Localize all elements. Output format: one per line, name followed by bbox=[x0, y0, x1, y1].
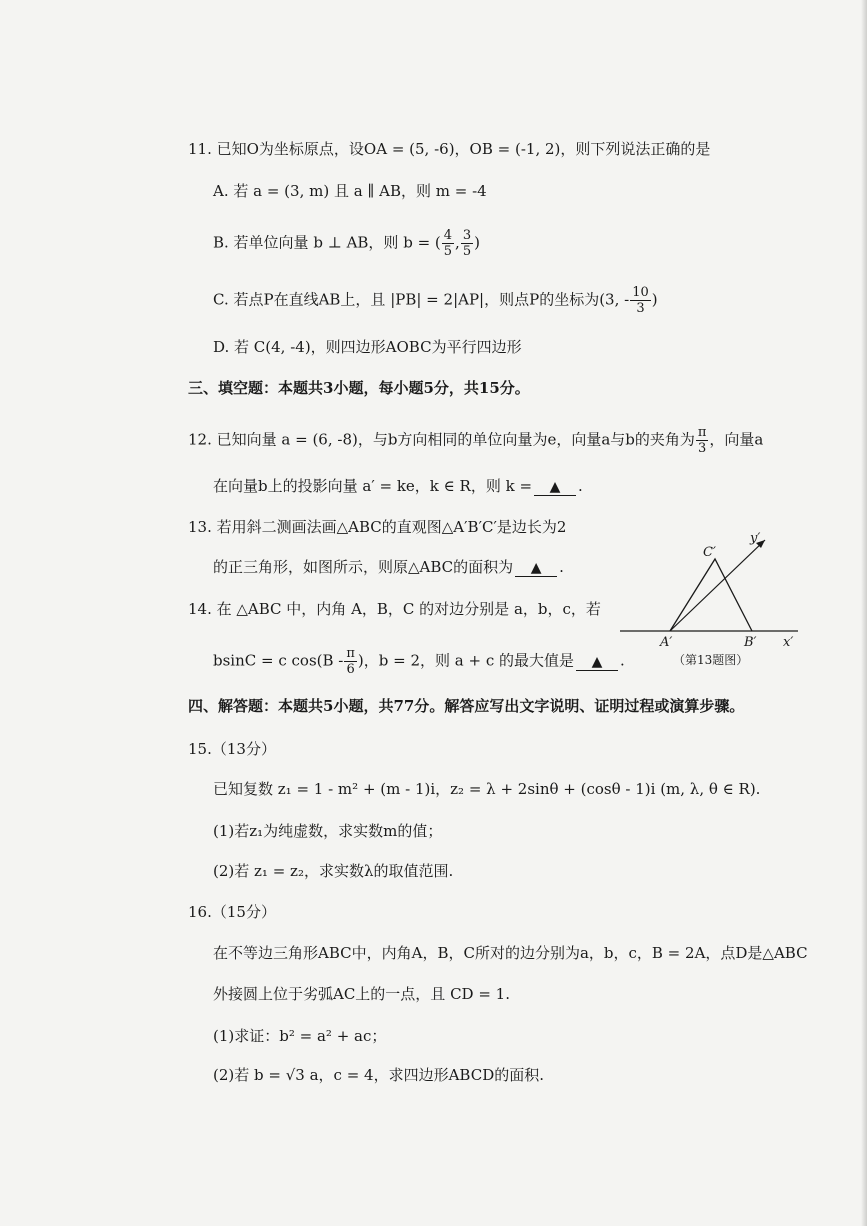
q11-option-b: B. 若单位向量 b ⊥ AB，则 b = ( $\frac{4}{5}$ , $\frac{3}{5}$ ) bbox=[213, 228, 480, 259]
q11-option-c-close: ) bbox=[651, 290, 658, 309]
q12-line2 bbox=[213, 475, 583, 497]
q16-header: 16.（15分） bbox=[188, 903, 276, 921]
q16-part2: (2)若 b = √3 a，c = 4，求四边形ABCD的面积. bbox=[213, 1066, 544, 1084]
q15-header: 15.（13分） bbox=[188, 740, 276, 758]
q15-part2: (2)若 z₁ = z₂，求实数λ的取值范围. bbox=[213, 862, 454, 880]
frac-den: 5 bbox=[443, 244, 453, 259]
q11-option-b-text: B. 若单位向量 b ⊥ AB，则 b = ( bbox=[213, 233, 441, 252]
q16-body1: 在不等边三角形ABC中，内角A，B，C所对的边分别为a，b，c，B = 2A，点D是△ABC bbox=[213, 944, 808, 962]
q11-b-frac2 bbox=[461, 228, 473, 259]
q11-option-c-text: C. 若点P在直线AB上，且 |PB| = 2|AP|，则点P的坐标为(3, - bbox=[213, 290, 630, 309]
q12-text2: 在向量b上的投影向量 a′ = ke，k ∈ R，则 k = bbox=[213, 477, 533, 495]
label-y: y′ bbox=[750, 531, 761, 546]
q14-answer-blank: ▲ bbox=[576, 654, 618, 671]
page-edge bbox=[861, 0, 867, 1226]
section-3-heading: 三、填空题：本题共3小题，每小题5分，共15分。 bbox=[188, 379, 530, 397]
q12-answer-blank: ▲ bbox=[534, 479, 576, 496]
figure-13 bbox=[615, 528, 805, 678]
q13-text2: 的正三角形，如图所示，则原△ABC的面积为 bbox=[213, 558, 514, 576]
q13-line2 bbox=[213, 556, 564, 578]
q11-option-b-close: ) bbox=[474, 233, 480, 252]
figure-caption: （第13题图） bbox=[673, 653, 749, 667]
q12-line1 bbox=[188, 425, 763, 456]
q12-angle-frac bbox=[696, 425, 709, 456]
q14-line2 bbox=[213, 646, 625, 677]
q12-text-end: ，向量a bbox=[709, 430, 764, 449]
label-a: A′ bbox=[660, 635, 673, 650]
q13-period: . bbox=[559, 558, 564, 576]
q12-text: 12. 已知向量 a = (6, -8)，与b方向相同的单位向量为e，向量a与b的夹角为 bbox=[188, 430, 695, 449]
q11-c-frac bbox=[630, 285, 651, 316]
frac-den: 6 bbox=[346, 662, 355, 677]
frac-num: 4 bbox=[443, 228, 453, 243]
frac-den: 5 bbox=[462, 244, 472, 259]
q15-body: 已知复数 z₁ = 1 - m² + (m - 1)i，z₂ = λ + 2sinθ + (cosθ - 1)i (m, λ, θ ∈ R). bbox=[213, 780, 761, 798]
frac-num: π bbox=[697, 425, 707, 440]
q11-option-c bbox=[213, 285, 658, 316]
q11-b-frac1 bbox=[442, 228, 454, 259]
q12-period: . bbox=[578, 477, 583, 495]
q11-option-d: D. 若 C(4, -4)，则四边形AOBC为平行四边形 bbox=[213, 338, 522, 356]
frac-num: 3 bbox=[462, 228, 472, 243]
q13-answer-blank: ▲ bbox=[515, 560, 557, 577]
q14-text2: bsinC = c cos(B - bbox=[213, 651, 344, 670]
q14-text3: )，b = 2，则 a + c 的最大值是 bbox=[357, 651, 574, 670]
frac-num: 10 bbox=[632, 285, 649, 300]
q15-part1: (1)若z₁为纯虚数，求实数m的值； bbox=[213, 822, 443, 840]
label-x: x′ bbox=[783, 635, 794, 650]
q14-period: . bbox=[620, 651, 625, 670]
q11-option-a: A. 若 a = (3, m) 且 a ∥ AB，则 m = -4 bbox=[213, 182, 487, 200]
q14-frac bbox=[344, 646, 357, 677]
q16-body2: 外接圆上位于劣弧AC上的一点，且 CD = 1. bbox=[213, 985, 510, 1003]
label-b: B′ bbox=[744, 635, 757, 650]
label-c: C′ bbox=[703, 545, 716, 560]
q16-part1: (1)求证：b² = a² + ac； bbox=[213, 1027, 387, 1045]
triangle-abc bbox=[670, 559, 752, 631]
frac-den: 3 bbox=[698, 441, 707, 456]
q14-line1: 14. 在 △ABC 中，内角 A，B，C 的对边分别是 a，b，c，若 bbox=[188, 600, 601, 618]
section-4-heading: 四、解答题：本题共5小题，共77分。解答应写出文字说明、证明过程或演算步骤。 bbox=[188, 697, 745, 715]
q13-line1: 13. 若用斜二测画法画△ABC的直观图△A′B′C′是边长为2 bbox=[188, 518, 567, 536]
frac-den: 3 bbox=[636, 301, 645, 316]
y-axis bbox=[670, 540, 765, 631]
frac-num: π bbox=[346, 646, 355, 661]
q11-stem: 11. 已知O为坐标原点，设OA = (5, -6)，OB = (-1, 2)，则下列说法正确的是 bbox=[188, 140, 711, 158]
